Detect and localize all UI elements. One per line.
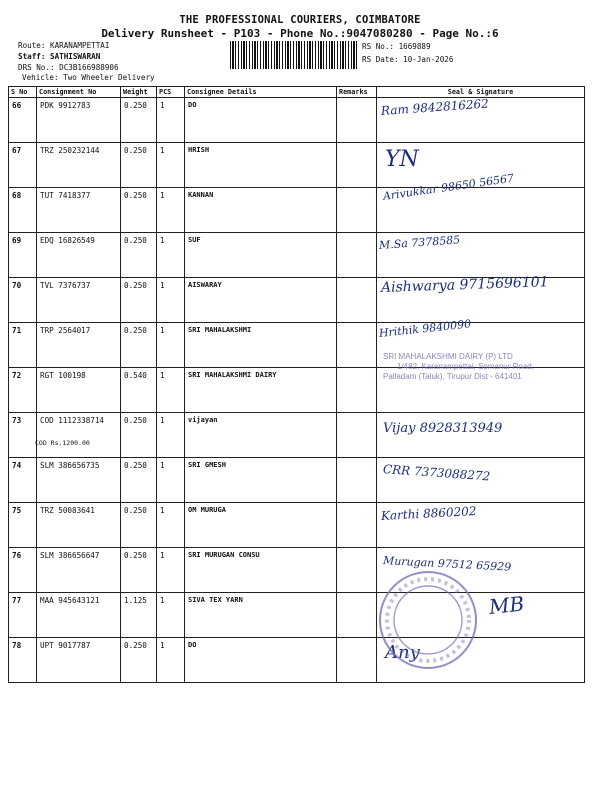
sno-cell [9, 143, 37, 188]
pcs-cell [157, 323, 185, 368]
consignee-cell [185, 233, 337, 278]
runsheet-subtitle: Delivery Runsheet - P103 - Phone No.:9047080280 - Page No.:6 [101, 27, 499, 40]
sno-cell [9, 98, 37, 143]
consignee-cell-text: vijayan [188, 416, 218, 424]
sno-cell-text: 77 [12, 596, 22, 605]
handwritten-signature: Ram 9842816262 [380, 96, 490, 118]
consignee-cell-text: SRI MURUGAN CONSU [188, 551, 260, 559]
sno-cell-text: 73 [12, 416, 22, 425]
handwritten-signature: Any [385, 642, 420, 663]
sno-cell [9, 593, 37, 638]
runsheet-table [8, 86, 585, 683]
weight-cell-text: 0.540 [124, 371, 147, 380]
signature-cell [377, 98, 585, 143]
company-title: THE PROFESSIONAL COURIERS, COIMBATORE [179, 14, 421, 26]
consignee-cell [185, 188, 337, 233]
remarks-cell [337, 233, 377, 278]
handwritten-signature: Aishwarya 9715696101 [380, 274, 549, 296]
remarks-cell [337, 413, 377, 458]
sno-cell-text: 71 [12, 326, 22, 335]
pcs-cell-text: 1 [160, 191, 165, 200]
pcs-cell [157, 638, 185, 683]
col-remarks: Remarks [337, 87, 377, 98]
table-row [9, 233, 585, 278]
sno-cell [9, 638, 37, 683]
sno-cell [9, 323, 37, 368]
weight-cell [121, 638, 157, 683]
sno-cell-text: 76 [12, 551, 22, 560]
handwritten-signature: Hrithik 9840090 [378, 317, 472, 340]
consignee-cell [185, 458, 337, 503]
consignee-cell [185, 413, 337, 458]
weight-cell [121, 458, 157, 503]
sno-cell [9, 458, 37, 503]
remarks-cell [337, 278, 377, 323]
remarks-cell [337, 458, 377, 503]
weight-cell-text: 0.250 [124, 326, 147, 335]
vehicle-label: Vehicle: Two Wheeler Delivery [22, 73, 155, 82]
consignment-cell [37, 323, 121, 368]
consignment-cell-text: RGT 100198 [40, 371, 86, 380]
table-header-row [9, 87, 585, 98]
cod-amount: COD Rs.1200.00 [35, 439, 90, 447]
consignment-cell-text: TVL 7376737 [40, 281, 91, 290]
consignment-cell-text: UPT 9017787 [40, 641, 91, 650]
table-row [9, 98, 585, 143]
consignee-cell-text: SIVA TEX YARN [188, 596, 243, 604]
consignee-cell-text: SRI MAHALAKSHMI DAIRY [188, 371, 277, 379]
pcs-cell-text: 1 [160, 461, 165, 470]
weight-cell-text: 0.250 [124, 101, 147, 110]
sno-cell [9, 368, 37, 413]
consignment-cell-text: MAA 945643121 [40, 596, 100, 605]
consignee-cell [185, 278, 337, 323]
consignee-cell [185, 638, 337, 683]
remarks-cell [337, 323, 377, 368]
remarks-cell [337, 548, 377, 593]
consignment-cell-text: TRZ 250232144 [40, 146, 100, 155]
consignment-cell [37, 458, 121, 503]
handwritten-signature: YN [385, 147, 419, 172]
weight-cell [121, 593, 157, 638]
consignment-cell-text: PDK 9912783 [40, 101, 91, 110]
table-row [9, 188, 585, 233]
consignee-cell-text: HRISH [188, 146, 210, 154]
sno-cell [9, 503, 37, 548]
sno-cell-text: 70 [12, 281, 22, 290]
weight-cell [121, 413, 157, 458]
pcs-cell-text: 1 [160, 506, 165, 515]
remarks-cell [337, 638, 377, 683]
consignment-cell-text: EDQ 16826549 [40, 236, 95, 245]
pcs-cell [157, 458, 185, 503]
weight-cell [121, 368, 157, 413]
signature-cell [377, 233, 585, 278]
weight-cell [121, 278, 157, 323]
pcs-cell-text: 1 [160, 641, 165, 650]
consignment-cell [37, 368, 121, 413]
weight-cell-text: 0.250 [124, 551, 147, 560]
weight-cell [121, 98, 157, 143]
weight-cell-text: 0.250 [124, 236, 147, 245]
weight-cell-text: 0.250 [124, 461, 147, 470]
consignee-cell [185, 503, 337, 548]
weight-cell-text: 0.250 [124, 191, 147, 200]
sno-cell [9, 188, 37, 233]
col-pcs: PCS [157, 87, 185, 98]
sno-cell-text: 67 [12, 146, 22, 155]
consignee-cell-text: OM MURUGA [188, 506, 226, 514]
consignment-cell [37, 503, 121, 548]
col-consignment: Consignment No [37, 87, 121, 98]
weight-cell [121, 323, 157, 368]
consignee-cell [185, 143, 337, 188]
sno-cell [9, 278, 37, 323]
round-seal [376, 568, 480, 672]
pcs-cell [157, 413, 185, 458]
pcs-cell [157, 503, 185, 548]
table-row [9, 503, 585, 548]
signature-cell [377, 458, 585, 503]
col-sno: S No [9, 87, 37, 98]
pcs-cell-text: 1 [160, 281, 165, 290]
rs-date: RS Date: 10-Jan-2026 [362, 55, 454, 64]
consignee-cell [185, 548, 337, 593]
handwritten-signature: Arivukkar 98650 56567 [382, 171, 515, 203]
pcs-cell [157, 278, 185, 323]
table-row [9, 413, 585, 458]
weight-cell-text: 0.250 [124, 641, 147, 650]
consignment-cell-text: SLM 386656647 [40, 551, 100, 560]
remarks-cell [337, 98, 377, 143]
consignee-cell-text: DO [188, 641, 197, 649]
weight-cell [121, 503, 157, 548]
consignee-cell-text: SRI MAHALAKSHMI [188, 326, 252, 334]
stamp-line: SRI MAHALAKSHMI DAIRY (P) LTD [383, 352, 513, 361]
sno-cell [9, 413, 37, 458]
company-stamp [383, 352, 573, 382]
consignee-cell-text: KANNAN [188, 191, 214, 199]
weight-cell [121, 233, 157, 278]
consignee-cell [185, 98, 337, 143]
consignment-cell-text: TUT 7418377 [40, 191, 91, 200]
barcode [230, 41, 358, 69]
weight-cell [121, 548, 157, 593]
table-row [9, 593, 585, 638]
remarks-cell [337, 188, 377, 233]
stamp-line: Palladam (Taluk), Tirupur Dist - 641401 [383, 372, 522, 381]
drs-label: DRS No.: DC3B166988906 [18, 63, 119, 72]
consignee-cell [185, 323, 337, 368]
handwritten-signature: M.Sa 7378585 [378, 233, 461, 252]
remarks-cell [337, 368, 377, 413]
consignment-cell [37, 593, 121, 638]
consignment-cell [37, 143, 121, 188]
consignee-cell-text: SRI GMESH [188, 461, 226, 469]
consignment-cell [37, 278, 121, 323]
table-row [9, 548, 585, 593]
signature-cell [377, 413, 585, 458]
pcs-cell [157, 143, 185, 188]
signature-cell [377, 503, 585, 548]
remarks-cell [337, 503, 377, 548]
sno-cell-text: 69 [12, 236, 22, 245]
pcs-cell-text: 1 [160, 416, 165, 425]
weight-cell-text: 0.250 [124, 506, 147, 515]
pcs-cell [157, 593, 185, 638]
sno-cell-text: 75 [12, 506, 22, 515]
signature-cell [377, 274, 585, 323]
consignment-cell [37, 98, 121, 143]
consignment-cell [37, 638, 121, 683]
consignment-cell-text: TRZ 50083641 [40, 506, 95, 515]
table-row [9, 638, 585, 683]
remarks-cell [337, 593, 377, 638]
pcs-cell-text: 1 [160, 551, 165, 560]
handwritten-signature: Karthi 8860202 [380, 504, 477, 523]
weight-cell [121, 188, 157, 233]
col-consignee: Consignee Details [185, 87, 337, 98]
pcs-cell-text: 1 [160, 146, 165, 155]
weight-cell-text: 0.250 [124, 416, 147, 425]
table-row [9, 278, 585, 323]
handwritten-signature: Vijay 8928313949 [383, 421, 503, 436]
stamp-line: 1/482, Karanampettai, Somanur Road, [397, 362, 534, 371]
handwritten-signature: CRR 7373088272 [382, 462, 491, 484]
sno-cell-text: 74 [12, 461, 22, 470]
weight-cell-text: 0.250 [124, 146, 147, 155]
table-row [9, 458, 585, 503]
consignee-cell-text: DO [188, 101, 197, 109]
consignment-cell [37, 548, 121, 593]
sno-cell-text: 68 [12, 191, 22, 200]
sno-cell-text: 72 [12, 371, 22, 380]
consignee-cell-text: AISWARAY [188, 281, 222, 289]
route-label: Route: KARANAMPETTAI [18, 41, 110, 50]
handwritten-signature: MB [487, 591, 526, 619]
weight-cell [121, 143, 157, 188]
sno-cell [9, 233, 37, 278]
sno-cell-text: 78 [12, 641, 22, 650]
handwritten-signature: Murugan 97512 65929 [382, 554, 512, 574]
rs-number: RS No.: 1669889 [362, 42, 431, 51]
runsheet-table-wrap [8, 86, 584, 683]
consignment-cell-text: SLM 386656735 [40, 461, 100, 470]
consignee-cell [185, 368, 337, 413]
pcs-cell-text: 1 [160, 236, 165, 245]
consignee-cell-text: SUF [188, 236, 201, 244]
weight-cell-text: 0.250 [124, 281, 147, 290]
pcs-cell [157, 368, 185, 413]
pcs-cell-text: 1 [160, 326, 165, 335]
consignment-cell-text: TRP 2564017 [40, 326, 91, 335]
sno-cell-text: 66 [12, 101, 22, 110]
sno-cell [9, 548, 37, 593]
signature-cell [377, 171, 585, 233]
consignment-cell-text: COD 1112338714 [40, 416, 105, 425]
pcs-cell [157, 233, 185, 278]
pcs-cell-text: 1 [160, 596, 165, 605]
consignment-cell [37, 188, 121, 233]
weight-cell-text: 1.125 [124, 596, 147, 605]
pcs-cell [157, 548, 185, 593]
pcs-cell [157, 188, 185, 233]
consignee-cell [185, 593, 337, 638]
remarks-cell [337, 143, 377, 188]
pcs-cell [157, 98, 185, 143]
consignment-cell [37, 233, 121, 278]
pcs-cell-text: 1 [160, 371, 165, 380]
col-signature: Seal & Signature [377, 87, 585, 98]
consignment-cell [37, 413, 121, 458]
pcs-cell-text: 1 [160, 101, 165, 110]
staff-label: Staff: SATHISWARAN [18, 52, 101, 61]
col-weight: Weight [121, 87, 157, 98]
